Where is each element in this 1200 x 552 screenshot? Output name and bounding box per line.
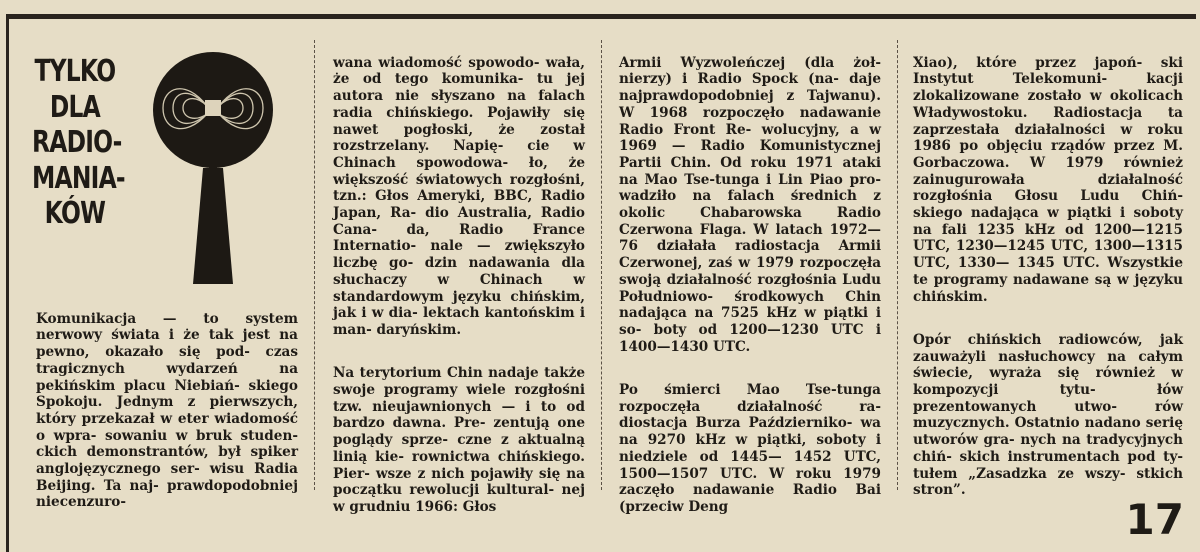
paragraph: Opór chińskich radiowców, jak zauważyli nasłuchowcy na całym świecie, wyraża się również w kompozycji tytu- łów prezentowanych utwo- rów muzycznych. Ostatnio nadano serię utworów gra- nych na tradycyjnych chiń- skich instrumentach pod ty- tułem „Zasadzka ze wszy- stkich stron”. (913, 331, 1183, 499)
headline-line-5: KÓW (44, 196, 106, 231)
paragraph: wana wiadomość spowodo- wała, że od tego komunika- tu jej autora nie słyszano na falach radia chińskiego. Pojawiły się nawet pogłoski, że został rozstrzelany. Napię- cie w Chinach spowodowa- ło, że większość światowych rozgłośni, tzn.: Głos Ameryki, BBC, Radio Japan, Ra- dio Australia, Radio Cana- da, Radio France Internatio- nale — zwiększyło liczbę go- dzin nadawania dla słuchaczy w Chinach w standardowym języku chińskim, jak i w dia- lektach kantońskim i man- daryńskim. (333, 54, 585, 338)
headline-line-4: MANIA- (32, 160, 125, 196)
column-divider (601, 40, 602, 490)
paragraph: Armii Wyzwoleńczej (dla żoł- nierzy) i Radio Spock (na- daje najprawdopodobniej z Tajwanu). W 1968 rozpoczęło nadawanie Radio Front Re- wolucyjny, a w 1969 — Radio Komunistycznej Partii Chin. Od roku 1971 ataki na Mao Tse-tunga i Lin Piao pro- wadziło na falach średnich z okolic Chabarowska Radio Czerwona Flaga. W latach 1972—76 działała radiostacja Armii Czerwonej, zaś w 1979 rozpoczęła swoją działalność rozgłośnia Ludu Południowo- środkowych Chin nadająca na 7525 kHz w piątki i so- boty od 1200—1230 UTC i 1400—1430 UTC. (619, 54, 881, 355)
page-number: 17 (1125, 495, 1184, 544)
paragraph: Po śmierci Mao Tse-tunga rozpoczęła działalność ra- diostacja Burza Październiko- wa na 9270 kHz w piątki, soboty i niedziele od 1445— 1452 UTC, 1500—1507 UTC. W roku 1979 zaczęło nadawanie Radio Bai (przeciw Deng (619, 382, 881, 515)
column-1 (36, 294, 298, 528)
radio-antenna-icon (147, 48, 279, 284)
paragraph: Na terytorium Chin nadaje także swoje programy wiele rozgłośni tzw. nieujawnionych — i to od bardzo dawna. Pre- zentują one poglądy sprze- czne z aktualną linią kie- rownictwa chińskiego. Pier- wsze z nich pojawiły się na początku rewolucji kultural- nej w grudniu 1966: Głos (333, 365, 585, 515)
headline-line-2: DLA (49, 89, 100, 125)
left-rule (6, 14, 9, 552)
paragraph: Komunikacja — to system nerwowy świata i że tak jest na pewno, okazało się pod- czas tragicznych wydarzeń na pekińskim placu Niebiań- skiego Spokoju. Jednym z pierwszych, który przekazał w eter wiadomość o wpra- sowaniu w bruk studen- ckich demonstrantów, był spiker anglojęzycznego ser- wisu Radia Beijing. Ta naj- prawdopodobniej niecenzuro- (36, 310, 298, 511)
column-divider (897, 40, 898, 490)
column-4 (913, 38, 1183, 516)
column-3 (619, 38, 881, 532)
headline-line-1: TYLKO (34, 54, 116, 89)
column-divider (314, 40, 315, 490)
paragraph: Xiao), które przez japoń- ski Instytut Telekomuni- kacji zlokalizowane zostało w okolicach Władywostoku. Radiostacja ta zaprzestała działalności w roku 1986 po objęciu rządów przez M. Gorbaczowa. W 1979 również zainugurowała działalność rozgłośnia Głosu Ludu Chiń- skiego nadająca w piątki i soboty na fali 1235 kHz od 1200—1215 UTC, 1230—1245 UTC, 1300—1315 UTC, 1330— 1345 UTC. Wszystkie te programy nadawane są w języku chińskim. (913, 54, 1183, 305)
column-2 (333, 38, 585, 532)
top-rule (8, 14, 1196, 19)
headline-line-3: RADIO- (32, 125, 122, 160)
headline (32, 54, 125, 232)
